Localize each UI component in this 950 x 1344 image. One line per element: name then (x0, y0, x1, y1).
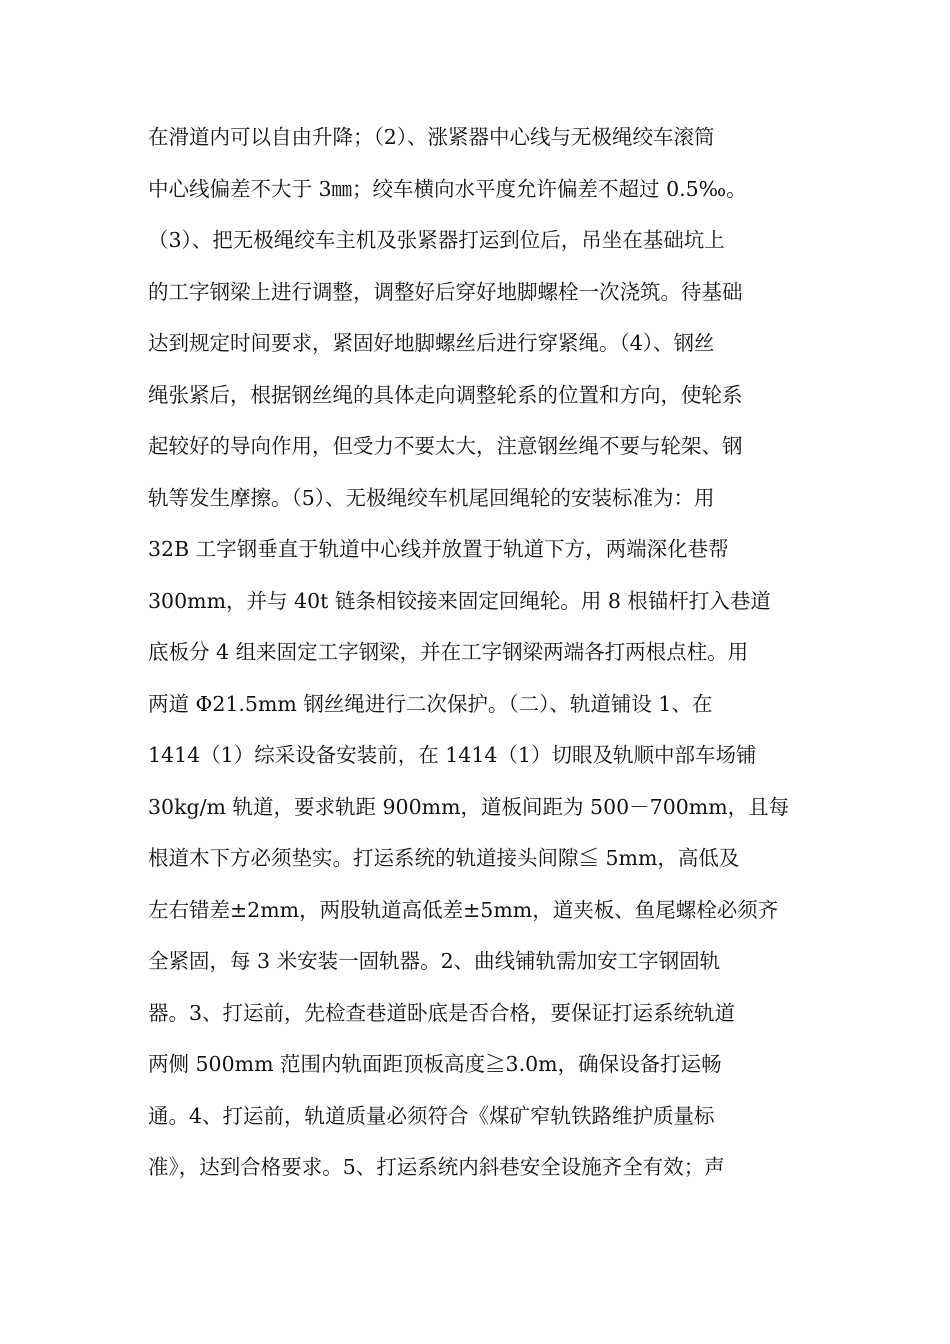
text-line: 两道 Φ21.5mm 钢丝绳进行二次保护。（二）、轨道铺设 1、在 (148, 691, 713, 716)
text-line: 1414（1）综采设备安装前，在 1414（1）切眼及轨顺中部车场铺 (148, 743, 757, 767)
text-line: 在滑道内可以自由升降；（2）、涨紧器中心线与无极绳绞车滚筒 (148, 125, 715, 149)
body-text (148, 112, 808, 1194)
text-line: 300mm，并与 40t 链条相铰接来固定回绳轮。用 8 根锚杆打入巷道 (148, 588, 771, 613)
text-line: 起较好的导向作用，但受力不要太大，注意钢丝绳不要与轮架、钢 (148, 434, 743, 458)
text-line: 全紧固，每 3 米安装一固轨器。2、曲线铺轨需加安工字钢固轨 (148, 949, 721, 973)
text-line: 两侧 500mm 范围内轨面距顶板高度≧3.0m，确保设备打运畅 (148, 1052, 722, 1076)
text-line: 中心线偏差不大于 3㎜；绞车横向水平度允许偏差不超过 0.5‰。 (148, 176, 747, 201)
text-line: 器。3、打运前，先检查巷道卧底是否合格，要保证打运系统轨道 (148, 1000, 736, 1025)
text-line: 左右错差±2mm，两股轨道高低差±5mm，道夹板、鱼尾螺栓必须齐 (148, 897, 779, 922)
text-line: 达到规定时间要求，紧固好地脚螺丝后进行穿紧绳。（4）、钢丝 (148, 331, 715, 355)
text-line: 的工字钢梁上进行调整，调整好后穿好地脚螺栓一次浇筑。待基础 (148, 279, 743, 304)
text-line: 绳张紧后，根据钢丝绳的具体走向调整轮系的位置和方向，使轮系 (148, 382, 743, 407)
text-line: 通。4、打运前，轨道质量必须符合《煤矿窄轨铁路维护质量标 (148, 1103, 715, 1128)
text-line: 30kg/m 轨道，要求轨距 900mm，道板间距为 500－700mm，且每 (148, 794, 790, 819)
text-line: （3）、把无极绳绞车主机及张紧器打运到位后，吊坐在基础坑上 (148, 228, 725, 252)
text-line: 根道木下方必须垫实。打运系统的轨道接头间隙≦ 5mm，高低及 (148, 846, 740, 870)
text-line: 32B 工字钢垂直于轨道中心线并放置于轨道下方，两端深化巷帮 (148, 537, 729, 561)
text-line: 准》，达到合格要求。5、打运系统内斜巷安全设施齐全有效；声 (148, 1155, 725, 1179)
text-line: 轨等发生摩擦。（5）、无极绳绞车机尾回绳轮的安装标准为：用 (148, 485, 715, 510)
text-line: 底板分 4 组来固定工字钢梁，并在工字钢梁两端各打两根点柱。用 (148, 640, 749, 664)
